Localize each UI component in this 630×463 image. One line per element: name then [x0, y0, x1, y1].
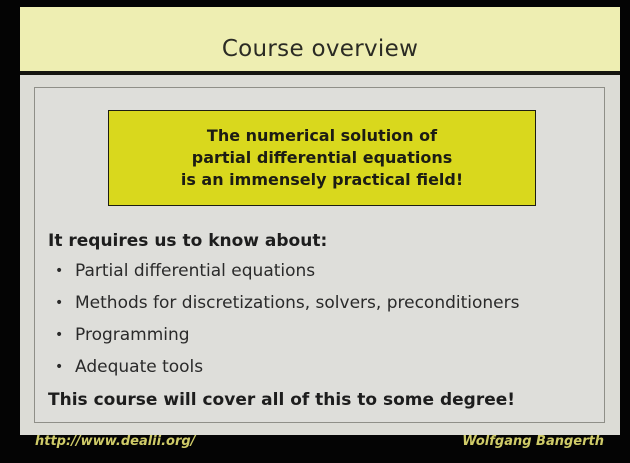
highlight-box [108, 110, 536, 206]
callout-line-2: partial differential equations [191, 148, 453, 167]
footer-url-link[interactable]: http://www.dealii.org/ [35, 434, 196, 449]
list-item [55, 324, 519, 356]
list-item-text: Methods for discretizations, solvers, preconditioners [75, 293, 520, 313]
list-item [55, 292, 519, 324]
bullet-icon: • [55, 327, 64, 343]
content-panel [34, 87, 605, 423]
list-item-text: Adequate tools [75, 357, 204, 377]
list-item-text: Partial differential equations [75, 261, 316, 281]
footer-author: Wolfgang Bangerth [462, 434, 604, 449]
bullet-icon: • [55, 295, 64, 311]
list-item-text: Programming [75, 325, 190, 345]
callout-line-3: is an immensely practical field! [180, 170, 464, 189]
list-item [55, 260, 519, 292]
slide-title-bar [20, 7, 620, 71]
bullet-icon: • [55, 359, 64, 375]
conclusion-text: This course will cover all of this to some degree! [48, 390, 516, 410]
slide-body [20, 75, 620, 435]
bullet-icon: • [55, 263, 64, 279]
bullet-list [55, 260, 519, 388]
slide-title: Course overview [221, 36, 419, 62]
callout-line-1: The numerical solution of [206, 126, 438, 145]
intro-text: It requires us to know about: [48, 231, 328, 251]
list-item [55, 356, 519, 388]
